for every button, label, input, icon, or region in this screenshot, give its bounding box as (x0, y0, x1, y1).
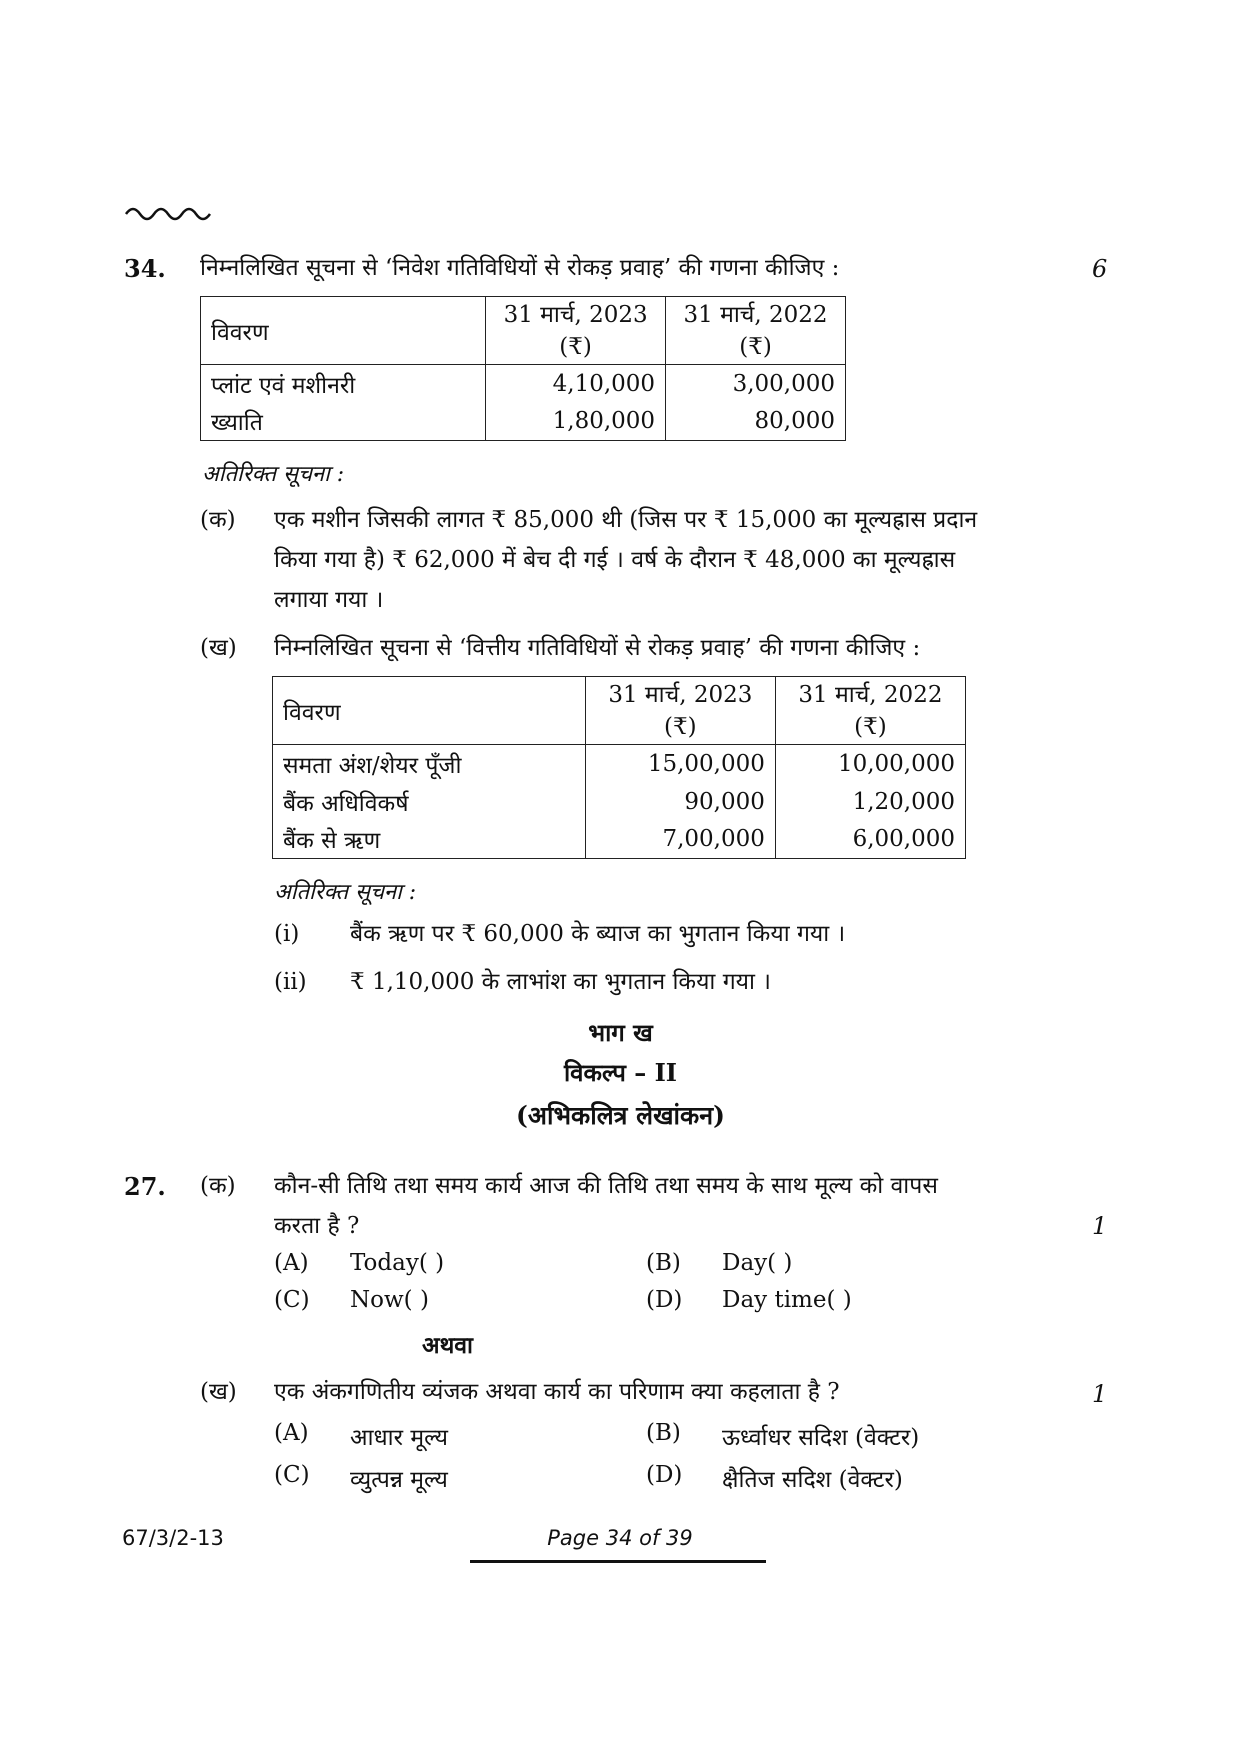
option-label: (C) (274, 1462, 310, 1488)
header-squiggle (124, 200, 214, 224)
part-k-line-2: किया गया है) ₹ 62,000 में बेच दी गई । वर्ष के दौरान ₹ 48,000 का मूल्यह्रास (274, 547, 956, 573)
table-row: बैंक अधिविकर्ष 90,000 1,20,000 (273, 783, 966, 821)
note-label: (ii) (274, 969, 307, 995)
page-number: Page 34 of 39 (547, 1526, 693, 1550)
question-34-marks: 6 (1092, 255, 1108, 283)
question-number-34: 34. (124, 254, 166, 283)
option-label: (A) (274, 1420, 309, 1446)
additional-info-label: अतिरिक्त सूचना : (202, 462, 345, 487)
option-text: Today( ) (350, 1250, 445, 1276)
question-27kh-text: एक अंकगणितीय व्यंजक अथवा कार्य का परिणाम क्या कहलाता है ? (274, 1379, 840, 1405)
question-27kh-marks: 1 (1092, 1380, 1108, 1408)
part-k-label: (क) (200, 1173, 236, 1199)
question-number-27: 27. (124, 1172, 166, 1201)
option-text: क्षैतिज सदिश (वेक्टर) (722, 1467, 903, 1493)
table-header-year-2022: 31 मार्च, 2022 (₹) (775, 677, 965, 745)
part-kh-text: निम्नलिखित सूचना से ‘वित्तीय गतिविधियों से रोकड़ प्रवाह’ की गणना कीजिए : (274, 635, 921, 661)
option-label: (B) (646, 1250, 681, 1276)
financing-activities-table (272, 676, 966, 859)
question-27k-line-1: कौन-सी तिथि तथा समय कार्य आज की तिथि तथा समय के साथ मूल्य को वापस (274, 1173, 938, 1199)
table-header-particulars: विवरण (201, 297, 486, 365)
table-header-particulars: विवरण (273, 677, 586, 745)
table-row: प्लांट एवं मशीनरी 4,10,000 3,00,000 (201, 365, 846, 403)
part-kh-label: (ख) (200, 635, 237, 661)
option-text: ऊर्ध्वाधर सदिश (वेक्टर) (722, 1425, 920, 1451)
table-row: समता अंश/शेयर पूँजी 15,00,000 10,00,000 (273, 745, 966, 783)
footer-underline (470, 1560, 766, 1563)
option-text: Day( ) (722, 1250, 793, 1276)
investing-activities-table (200, 296, 846, 441)
table-header-year-2022: 31 मार्च, 2022 (₹) (666, 297, 846, 365)
table-header-year-2023: 31 मार्च, 2023 (₹) (585, 677, 775, 745)
option-label: (A) (274, 1250, 309, 1276)
question-34-text: निम्नलिखित सूचना से ‘निवेश गतिविधियों से रोकड़ प्रवाह’ की गणना कीजिए : (200, 255, 840, 281)
section-option: विकल्प – II (563, 1058, 678, 1087)
option-text: आधार मूल्य (350, 1425, 448, 1451)
table-row: ख्याति 1,80,000 80,000 (201, 403, 846, 441)
table-row: बैंक से ऋण 7,00,000 6,00,000 (273, 821, 966, 859)
option-text: Day time( ) (722, 1287, 852, 1313)
option-label: (D) (646, 1287, 683, 1313)
part-k-line-1: एक मशीन जिसकी लागत ₹ 85,000 थी (जिस पर ₹ 15,000 का मूल्यह्रास प्रदान (274, 507, 978, 533)
table-header-year-2023: 31 मार्च, 2023 (₹) (486, 297, 666, 365)
option-text: Now( ) (350, 1287, 429, 1313)
section-part: भाग ख (588, 1018, 653, 1047)
section-title: (अभिकलित्र लेखांकन) (516, 1101, 725, 1130)
paper-code: 67/3/2-13 (122, 1526, 224, 1550)
option-text: व्युत्पन्न मूल्य (350, 1467, 448, 1493)
or-separator: अथवा (422, 1332, 474, 1359)
part-kh-label: (ख) (200, 1379, 237, 1405)
note-text: ₹ 1,10,000 के लाभांश का भुगतान किया गया । (350, 969, 771, 995)
option-label: (B) (646, 1420, 681, 1446)
note-label: (i) (274, 921, 300, 947)
additional-info-label-2: अतिरिक्त सूचना : (274, 880, 417, 905)
option-label: (D) (646, 1462, 683, 1488)
question-27k-marks: 1 (1092, 1212, 1108, 1240)
note-text: बैंक ऋण पर ₹ 60,000 के ब्याज का भुगतान किया गया । (350, 921, 846, 947)
part-k-label: (क) (200, 507, 236, 533)
question-27k-line-2: करता है ? (274, 1213, 360, 1239)
option-label: (C) (274, 1287, 310, 1313)
part-k-line-3: लगाया गया । (274, 587, 384, 613)
